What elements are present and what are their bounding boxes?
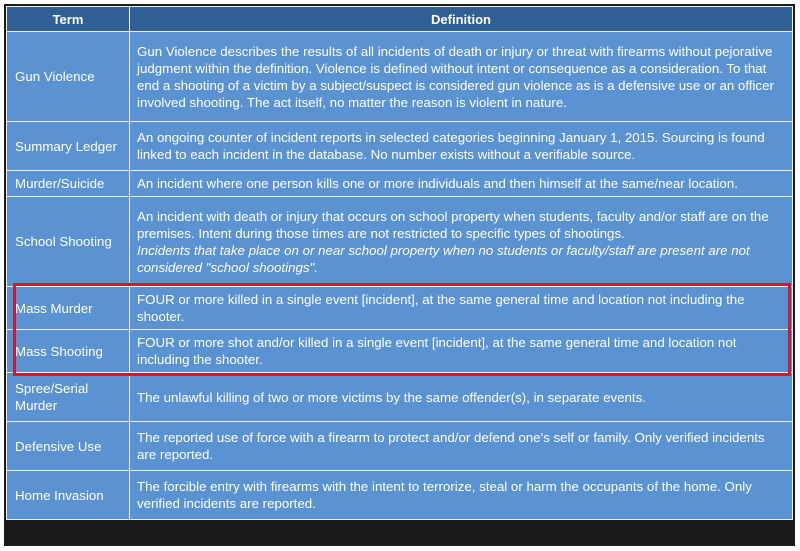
header-row	[7, 7, 792, 31]
table-row	[7, 373, 792, 421]
definition-murder-suicide: An incident where one person kills one or more individuals and then himself at the same/near location.	[130, 171, 792, 196]
term-mass-shooting: Mass Shooting	[7, 330, 129, 372]
term-gun-violence: Gun Violence	[7, 32, 129, 121]
term-spree-serial-murder: Spree/Serial Murder	[7, 373, 129, 421]
term-defensive-use: Defensive Use	[7, 422, 129, 470]
glossary-panel	[4, 4, 795, 546]
definition-mass-murder: FOUR or more killed in a single event [incident], at the same general time and location not including the shooter.	[130, 287, 792, 329]
table-row	[7, 471, 792, 519]
term-murder-suicide: Murder/Suicide	[7, 171, 129, 196]
definition-spree-serial-murder: The unlawful killing of two or more victims by the same offender(s), in separate events.	[130, 373, 792, 421]
definition-summary-ledger: An ongoing counter of incident reports in selected categories beginning January 1, 2015. Sourcing is found linked to each incident in the database. No number exists without a verifiable source.	[130, 122, 792, 170]
school-shooting-main-text: An incident with death or injury that occurs on school property when students, faculty and/or staff are on the premises. Intent during those times are not restricted to specific types of shootings.	[137, 208, 769, 241]
definition-school-shooting	[130, 197, 792, 286]
definition-gun-violence: Gun Violence describes the results of all incidents of death or injury or threat with firearms without pejorative judgment within the definition. Violence is defined without intent or consequence as a consideration. To that end a shooting of a victim by a subject/suspect is considered gun violence as is a defensive use or an officer involved shooting. The act itself, no matter the reason is violent in nature.	[130, 32, 792, 121]
definition-defensive-use: The reported use of force with a firearm to protect and/or defend one's self or family. Only verified incidents are reported.	[130, 422, 792, 470]
definition-column-header: Definition	[130, 7, 792, 31]
school-shooting-exclusion-note: Incidents that take place on or near school property when no students or faculty/staff are present are not considered "school shootings".	[137, 242, 750, 275]
term-mass-murder: Mass Murder	[7, 287, 129, 329]
term-column-header: Term	[7, 7, 129, 31]
definition-mass-shooting: FOUR or more shot and/or killed in a single event [incident], at the same general time and location not including the shooter.	[130, 330, 792, 372]
table-row	[7, 330, 792, 372]
table-row	[7, 287, 792, 329]
definitions-table	[6, 6, 793, 520]
table-row	[7, 122, 792, 170]
table-row	[7, 197, 792, 286]
table-row	[7, 171, 792, 196]
term-summary-ledger: Summary Ledger	[7, 122, 129, 170]
definition-home-invasion: The forcible entry with firearms with the intent to terrorize, steal or harm the occupants of the home. Only verified incidents are reported.	[130, 471, 792, 519]
term-school-shooting: School Shooting	[7, 197, 129, 286]
table-row	[7, 422, 792, 470]
term-home-invasion: Home Invasion	[7, 471, 129, 519]
table-row	[7, 32, 792, 121]
